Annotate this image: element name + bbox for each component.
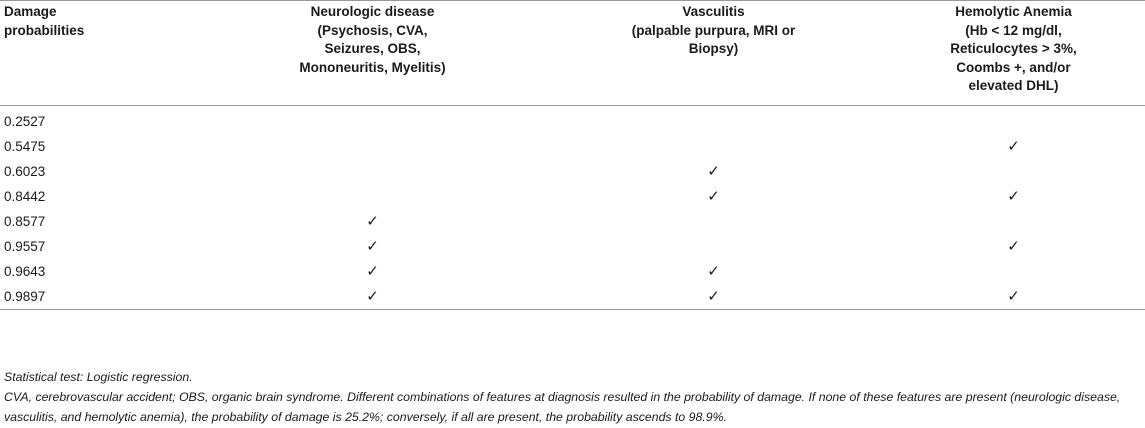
header-text-line: Hemolytic Anemia: [955, 4, 1072, 19]
header-damage-probabilities: [0, 1, 200, 106]
probability-cell: 0.2527: [4, 113, 46, 129]
hemo-check-cell: [882, 209, 1145, 234]
probability-cell: 0.8577: [4, 213, 46, 229]
header-vasculitis: [545, 1, 882, 106]
header-text-line: Coombs +, and/or: [956, 59, 1071, 75]
neuro-check-cell: ✓: [366, 263, 379, 280]
vasc-check-cell: [545, 134, 882, 159]
header-text-line: Reticulocytes > 3%,: [950, 41, 1077, 56]
neuro-check-cell: ✓: [366, 238, 379, 255]
neuro-check-cell: [200, 184, 545, 209]
header-text-line: (Hb < 12 mg/dl,: [965, 22, 1062, 38]
vasc-check-cell: ✓: [707, 263, 720, 280]
probability-cell: 0.5475: [4, 138, 46, 154]
hemo-check-cell: ✓: [1007, 138, 1020, 155]
header-row: [0, 1, 1145, 106]
header-text-line: Damage: [4, 4, 57, 19]
header-text-line: Mononeuritis, Myelitis): [299, 59, 446, 75]
table-footnotes: [4, 367, 1141, 427]
hemo-check-cell: ✓: [1007, 188, 1020, 205]
probability-cell: 0.9897: [0, 284, 200, 310]
vasc-check-cell: [545, 234, 882, 259]
probability-cell: 0.9557: [4, 238, 46, 254]
table-row: [0, 105, 1145, 134]
vasc-check-cell: ✓: [707, 188, 720, 205]
header-text-line: elevated DHL): [968, 78, 1059, 93]
vasc-check-cell: ✓: [707, 163, 720, 180]
table-row: [0, 134, 1145, 159]
header-text-line: Neurologic disease: [310, 4, 435, 19]
neuro-check-cell: ✓: [200, 284, 545, 310]
neuro-check-cell: [200, 159, 545, 184]
vasc-check-cell: ✓: [545, 284, 882, 310]
header-text-line: Vasculitis: [682, 4, 745, 19]
table-row: [0, 284, 1145, 310]
header-neurologic-disease: [200, 1, 545, 106]
table-body: [0, 105, 1145, 309]
neuro-check-cell: [200, 134, 545, 159]
hemo-check-cell: [882, 259, 1145, 284]
table-row: [0, 259, 1145, 284]
vasc-check-cell: [545, 209, 882, 234]
vasc-check-cell: [545, 105, 882, 134]
hemo-check-cell: ✓: [882, 284, 1145, 310]
neuro-check-cell: [200, 105, 545, 134]
neuro-check-cell: ✓: [366, 213, 379, 230]
table-row: [0, 184, 1145, 209]
table-row: [0, 159, 1145, 184]
hemo-check-cell: [882, 159, 1145, 184]
header-hemolytic-anemia: [882, 1, 1145, 106]
footnote-abbreviations: CVA, cerebrovascular accident; OBS, organic brain syndrome. Different combinations of features at diagnosis resulted in the probability of damage. If none of these features are present (neurologic disease, vasculitis, and hemolytic anemia), the probability of damage is 25.2%; conversely, if all are present, the probability ascends to 98.9%.: [4, 390, 1121, 424]
header-text-line: (Psychosis, CVA,: [317, 22, 428, 38]
probability-cell: 0.9643: [4, 263, 46, 279]
footnote-statistical-test: Statistical test: Logistic regression.: [4, 370, 193, 384]
probability-cell: 0.6023: [4, 163, 46, 179]
header-text-line: Biopsy): [688, 41, 739, 56]
header-text-line: probabilities: [4, 22, 85, 38]
table-row: [0, 234, 1145, 259]
probability-cell: 0.8442: [4, 188, 46, 204]
header-text-line: (palpable purpura, MRI or: [631, 22, 796, 38]
hemo-check-cell: [882, 105, 1145, 134]
table-row: [0, 209, 1145, 234]
table-header: [0, 1, 1145, 106]
header-text-line: Seizures, OBS,: [324, 41, 421, 56]
hemo-check-cell: ✓: [1007, 238, 1020, 255]
